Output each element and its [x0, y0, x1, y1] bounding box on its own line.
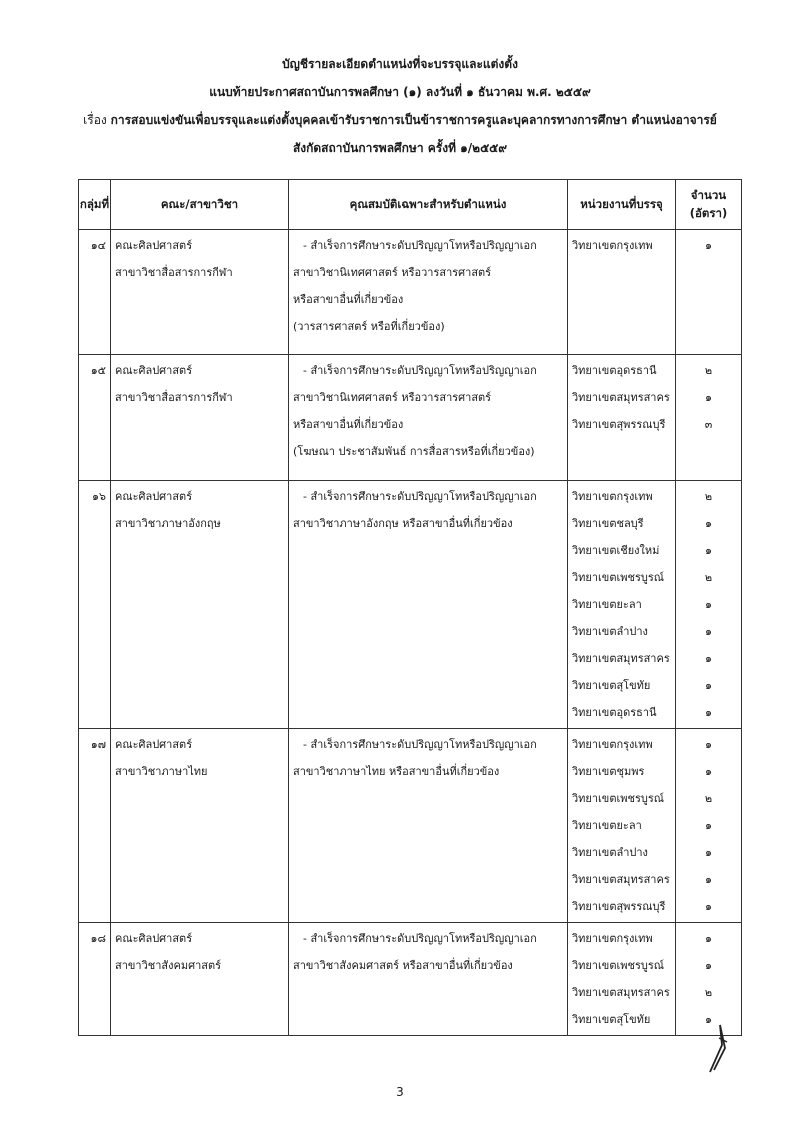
unit-name: วิทยาเขตสมุทรสาคร — [572, 391, 670, 404]
position-count: ๑ — [705, 625, 712, 638]
faculty-name: คณะศิลปศาสตร์ — [115, 490, 193, 503]
unit-name: วิทยาเขตสุโขทัย — [572, 1013, 651, 1026]
count-cell — [676, 729, 742, 923]
position-count: ๒ — [704, 490, 713, 503]
header-unit: หน่วยงานที่บรรจุ — [568, 180, 676, 230]
header-affiliation: สังกัดสถาบันการพลศึกษา ครั้งที่ ๑/๒๕๕๙ — [292, 141, 508, 155]
qualification-line: สาขาวิชาภาษาไทย หรือสาขาอื่นที่เกี่ยวข้อง — [293, 765, 500, 778]
faculty-cell — [111, 729, 289, 923]
qualification-cell — [289, 355, 568, 481]
qualification-line: - สำเร็จการศึกษาระดับปริญญาโทหรือปริญญาเอก — [303, 364, 537, 377]
unit-name: วิทยาเขตเพชรบูรณ์ — [572, 792, 664, 805]
count-cell — [676, 355, 742, 481]
qualification-line: สาขาวิชาภาษาอังกฤษ หรือสาขาอื่นที่เกี่ยวข้อง — [293, 517, 513, 530]
position-count: ๑ — [705, 873, 712, 886]
table-header-row — [79, 180, 742, 230]
header-qualification: คุณสมบัติเฉพาะสำหรับตำแหน่ง — [289, 180, 568, 230]
unit-name: วิทยาเขตลำปาง — [572, 625, 648, 638]
unit-name: วิทยาเขตลำปาง — [572, 846, 648, 859]
signature-mark — [700, 1020, 740, 1075]
position-count: ๒ — [704, 571, 713, 584]
qualification-line: หรือสาขาอื่นที่เกี่ยวข้อง — [293, 418, 404, 431]
unit-name: วิทยาเขตยะลา — [572, 819, 642, 832]
position-count: ๑ — [705, 706, 712, 719]
position-count: ๑ — [705, 1013, 712, 1026]
qualification-line: สาขาวิชานิเทศศาสตร์ หรือวารสารศาสตร์ — [293, 391, 492, 404]
faculty-cell — [111, 923, 289, 1036]
position-count: ๑ — [705, 765, 712, 778]
unit-cell — [568, 355, 676, 481]
qualification-line: สาขาวิชาสังคมศาสตร์ หรือสาขาอื่นที่เกี่ยวข้อง — [293, 959, 513, 972]
group-number: ๑๖ — [92, 490, 106, 503]
unit-name: วิทยาเขตสมุทรสาคร — [572, 986, 670, 999]
group-cell — [79, 729, 111, 923]
major-name: สาขาวิชาสื่อสารการกีฬา — [115, 266, 233, 279]
major-name: สาขาวิชาภาษาอังกฤษ — [115, 517, 221, 530]
qualification-line: - สำเร็จการศึกษาระดับปริญญาโทหรือปริญญาเอก — [303, 239, 537, 252]
header-title: บัญชีรายละเอียดตำแหน่งที่จะบรรจุและแต่งตั้ง — [282, 57, 518, 71]
position-count: ๑ — [705, 544, 712, 557]
faculty-cell — [111, 481, 289, 729]
group-cell — [79, 355, 111, 481]
position-table — [78, 179, 742, 1036]
table-row — [79, 923, 742, 1036]
unit-cell — [568, 923, 676, 1036]
table-row — [79, 230, 742, 355]
group-cell — [79, 923, 111, 1036]
position-count: ๑ — [705, 932, 712, 945]
position-count: ๑ — [705, 846, 712, 859]
faculty-name: คณะศิลปศาสตร์ — [115, 932, 193, 945]
unit-name: วิทยาเขตเพชรบูรณ์ — [572, 571, 664, 584]
header-count-line2: (อัตรา) — [689, 205, 728, 220]
qualification-line: - สำเร็จการศึกษาระดับปริญญาโทหรือปริญญาเอก — [303, 932, 537, 945]
header-count — [676, 180, 742, 230]
unit-name: วิทยาเขตกรุงเทพ — [572, 490, 653, 503]
header-group: กลุ่มที่ — [79, 180, 111, 230]
count-cell — [676, 481, 742, 729]
unit-cell — [568, 230, 676, 355]
faculty-name: คณะศิลปศาสตร์ — [115, 738, 193, 751]
position-count: ๒ — [704, 364, 713, 377]
group-cell — [79, 230, 111, 355]
position-count: ๑ — [705, 652, 712, 665]
qualification-line: - สำเร็จการศึกษาระดับปริญญาโทหรือปริญญาเอก — [303, 490, 537, 503]
position-count: ๒ — [704, 986, 713, 999]
faculty-name: คณะศิลปศาสตร์ — [115, 239, 193, 252]
unit-name: วิทยาเขตชลบุรี — [572, 517, 644, 530]
major-name: สาขาวิชาสื่อสารการกีฬา — [115, 391, 233, 404]
position-count: ๓ — [704, 418, 713, 431]
faculty-cell — [111, 230, 289, 355]
position-count: ๑ — [705, 959, 712, 972]
faculty-cell — [111, 355, 289, 481]
qualification-cell — [289, 923, 568, 1036]
unit-name: วิทยาเขตยะลา — [572, 598, 642, 611]
qualification-cell — [289, 481, 568, 729]
position-count: ๒ — [704, 792, 713, 805]
position-count: ๑ — [705, 517, 712, 530]
document-header — [0, 50, 800, 162]
position-count: ๑ — [705, 598, 712, 611]
group-number: ๑๔ — [90, 239, 106, 252]
unit-name: วิทยาเขตเพชรบูรณ์ — [572, 959, 664, 972]
qualification-line: หรือสาขาอื่นที่เกี่ยวข้อง — [293, 293, 404, 306]
position-count: ๑ — [705, 900, 712, 913]
unit-name: วิทยาเขตสมุทรสาคร — [572, 652, 670, 665]
unit-name: วิทยาเขตกรุงเทพ — [572, 738, 653, 751]
qualification-cell — [289, 729, 568, 923]
group-number: ๑๗ — [90, 738, 106, 751]
header-count-line1: จำนวน — [690, 187, 727, 202]
unit-name: วิทยาเขตกรุงเทพ — [572, 239, 653, 252]
unit-name: วิทยาเขตเชียงใหม่ — [572, 544, 660, 557]
header-subject — [0, 106, 800, 134]
major-name: สาขาวิชาสังคมศาสตร์ — [115, 959, 222, 972]
qualification-line: - สำเร็จการศึกษาระดับปริญญาโทหรือปริญญาเอก — [303, 738, 537, 751]
major-name: สาขาวิชาภาษาไทย — [115, 765, 208, 778]
page-number: 3 — [396, 1085, 404, 1099]
faculty-name: คณะศิลปศาสตร์ — [115, 364, 193, 377]
unit-cell — [568, 481, 676, 729]
count-cell — [676, 230, 742, 355]
qualification-line: (วารสารศาสตร์ หรือที่เกี่ยวข้อง) — [293, 320, 445, 333]
unit-name: วิทยาเขตสุพรรณบุรี — [572, 418, 666, 431]
unit-name: วิทยาเขตชุมพร — [572, 765, 645, 778]
position-count: ๑ — [705, 679, 712, 692]
group-number: ๑๘ — [90, 932, 106, 945]
unit-name: วิทยาเขตอุดรธานี — [572, 706, 657, 719]
unit-cell — [568, 729, 676, 923]
unit-name: วิทยาเขตสุพรรณบุรี — [572, 900, 666, 913]
header-announcement: แนบท้ายประกาศสถาบันการพลศึกษา (๑) ลงวันที่ ๑ ธันวาคม พ.ศ. ๒๕๕๙ — [209, 85, 591, 99]
position-count: ๑ — [705, 819, 712, 832]
qualification-line: สาขาวิชานิเทศศาสตร์ หรือวารสารศาสตร์ — [293, 266, 492, 279]
unit-name: วิทยาเขตสุโขทัย — [572, 679, 651, 692]
table-row — [79, 481, 742, 729]
unit-name: วิทยาเขตอุดรธานี — [572, 364, 657, 377]
position-count: ๑ — [705, 391, 712, 404]
unit-name: วิทยาเขตกรุงเทพ — [572, 932, 653, 945]
position-count: ๑ — [705, 239, 712, 252]
table-row — [79, 729, 742, 923]
header-subject-prefix: เรื่อง — [83, 113, 107, 127]
count-cell — [676, 923, 742, 1036]
qualification-cell — [289, 230, 568, 355]
group-number: ๑๕ — [90, 364, 106, 377]
position-count: ๑ — [705, 738, 712, 751]
table-row — [79, 355, 742, 481]
unit-name: วิทยาเขตสมุทรสาคร — [572, 873, 670, 886]
header-subject-text: การสอบแข่งขันเพื่อบรรจุและแต่งตั้งบุคคลเข้ารับราชการเป็นข้าราชการครูและบุคลากรทางการศึกษา ตำแหน่งอาจารย์ — [110, 113, 717, 127]
header-faculty: คณะ/สาขาวิชา — [111, 180, 289, 230]
qualification-line: (โฆษณา ประชาสัมพันธ์ การสื่อสารหรือที่เกี่ยวข้อง) — [293, 445, 535, 458]
group-cell — [79, 481, 111, 729]
